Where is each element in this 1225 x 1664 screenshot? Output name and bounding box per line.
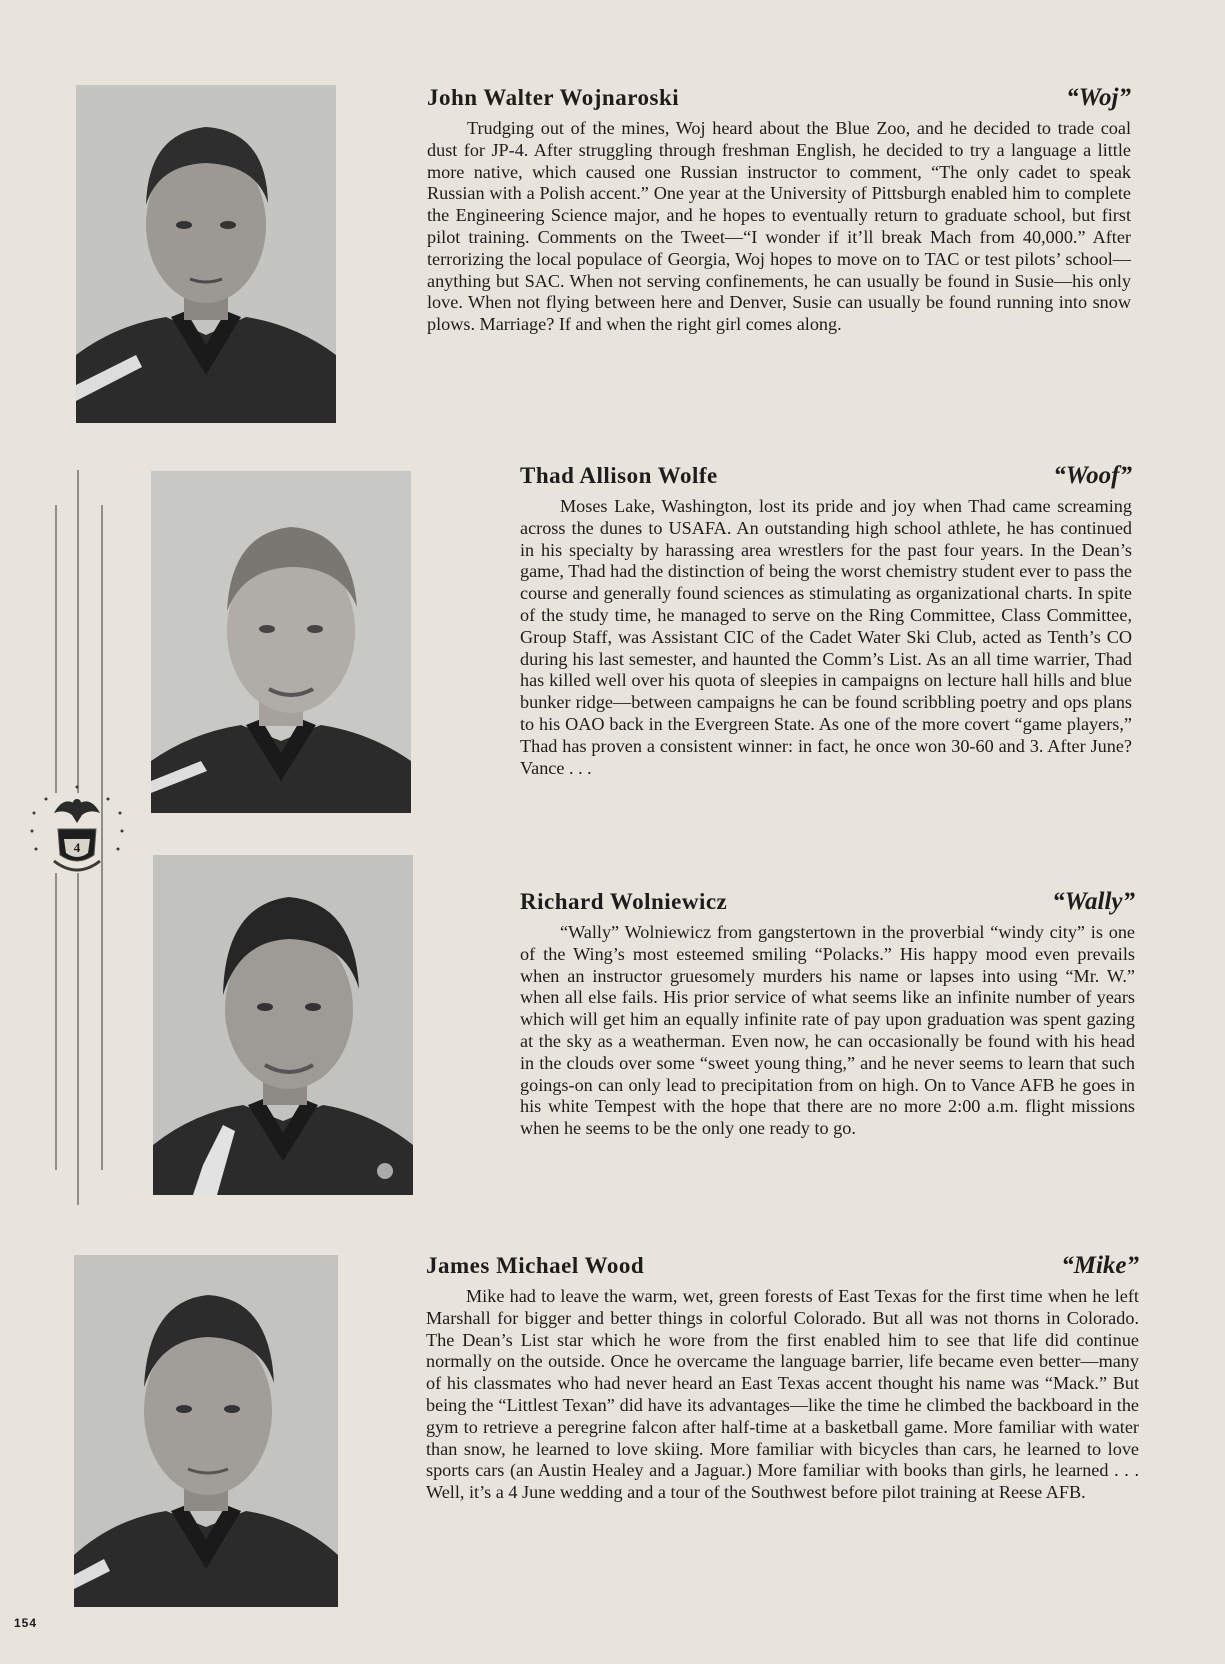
cadet-name: John Walter Wojnaroski — [427, 85, 680, 110]
entry-header — [426, 1252, 1139, 1280]
cadet-nickname: “Wally” — [1052, 888, 1135, 915]
cadet-entry — [427, 84, 1131, 336]
portrait-photo — [76, 85, 336, 423]
cadet-name: Thad Allison Wolfe — [520, 463, 718, 488]
cadet-biography: Trudging out of the mines, Woj heard about the Blue Zoo, and he decided to trade coal dust for JP-4. After struggling through freshman English, he decided to try a language a little more native, which caused one Russian instructor to comment, “The only cadet to speak Russian with a Polish accent.” One year at the University of Pittsburgh enabled him to complete the Engineering Science major, and he hopes to eventually return to graduate school, but first pilot training. Comments on the Tweet—“I wonder if it’ll break Mach from 40,000.” After terrorizing the local populace of Georgia, Woj hopes to move on to TAC or test pilots’ school—anything but SAC. When not serving confinements, he can usually be found in Susie—his only love. When not flying between here and Denver, Susie can usually be found running into snow plows. Marriage? If and when the right girl comes along. — [427, 118, 1131, 335]
page-number: 154 — [14, 1616, 38, 1630]
cadet-entry — [520, 462, 1132, 779]
air-force-academy-crest-icon — [24, 783, 130, 885]
cadet-entry — [426, 1252, 1139, 1504]
cadet-entry — [520, 888, 1135, 1140]
cadet-name: Richard Wolniewicz — [520, 889, 728, 914]
entry-header — [427, 84, 1131, 112]
cadet-nickname: “Woof” — [1053, 462, 1132, 489]
cadet-nickname: “Woj” — [1066, 84, 1131, 111]
cadet-biography: “Wally” Wolniewicz from gangstertown in the proverbial “windy city” is one of the Wing’s most esteemed smiling “Polacks.” His happy mood even prevails when an instructor gruesomely murders his name or lapses into using “Mr. W.” when all else fails. His prior service of what seems like an infinite number of years which will get him an equally infinite rate of pay upon graduation was spent gazing at the sky as a weatherman. Even now, he can occasionally be found with his head in the clouds over some “sweet young thing,” and he never seems to learn that such goings-on can only lead to precipitation from on high. On to Vance AFB he goes in his white Tempest with the hope that there are no more 2:00 a.m. flight missions when he seems to be the only one ready to go. — [520, 922, 1135, 1139]
crest-badge-number: 4 — [73, 840, 81, 855]
portrait-photo — [74, 1255, 338, 1607]
portrait-photo — [153, 855, 413, 1195]
entry-header — [520, 462, 1132, 490]
cadet-biography: Mike had to leave the warm, wet, green forests of East Texas for the first time when he left Marshall for bigger and better things in colorful Colorado. But all was not thorns in Colorado. The Dean’s List star which he wore from the first enabled him to see that life did continue normally on the outside. Once he overcame the language barrier, life became even better—many of his classmates who had never heard an East Texas accent thought his name was “Mack.” But being the “Littlest Texan” did have its advantages—like the time he climbed the backboard in the gym to retrieve a peregrine falcon after half-time at a basketball game. More familiar with water than snow, he learned to love skiing. More familiar with bicycles than cars, he learned to love sports cars (an Austin Healey and a Jaguar.) More familiar with books than girls, he learned . . . Well, it’s a 4 June wedding and a tour of the Southwest before pilot training at Reese AFB. — [426, 1286, 1139, 1503]
cadet-nickname: “Mike” — [1061, 1252, 1139, 1279]
portrait-photo — [151, 471, 411, 813]
entry-header — [520, 888, 1135, 916]
cadet-name: James Michael Wood — [426, 1253, 645, 1278]
cadet-biography: Moses Lake, Washington, lost its pride and joy when Thad came screaming across the dunes to USAFA. An outstanding high school athlete, he has continued in his specialty by harassing area wrestlers for the past four years. In the Dean’s game, Thad had the distinction of being the worst chemistry student ever to pass the course and generally found sciences as stimulating as organizational charts. In spite of the study time, he managed to serve on the Ring Committee, Class Committee, Group Staff, was Assistant CIC of the Cadet Water Ski Club, acted as Tenth’s CO during his last semester, and haunted the Comm’s List. As an all time warrier, Thad has killed well over his quota of sleepies in campaigns on lecture hall hills and blue bunker ridge—between campaigns he can be found scribbling poetry and ops plans to his OAO back in the Evergreen State. As one of the more covert “game players,” Thad has proven a consistent winner: in fact, he once won 30-60 and 3. After June? Vance . . . — [520, 496, 1132, 778]
